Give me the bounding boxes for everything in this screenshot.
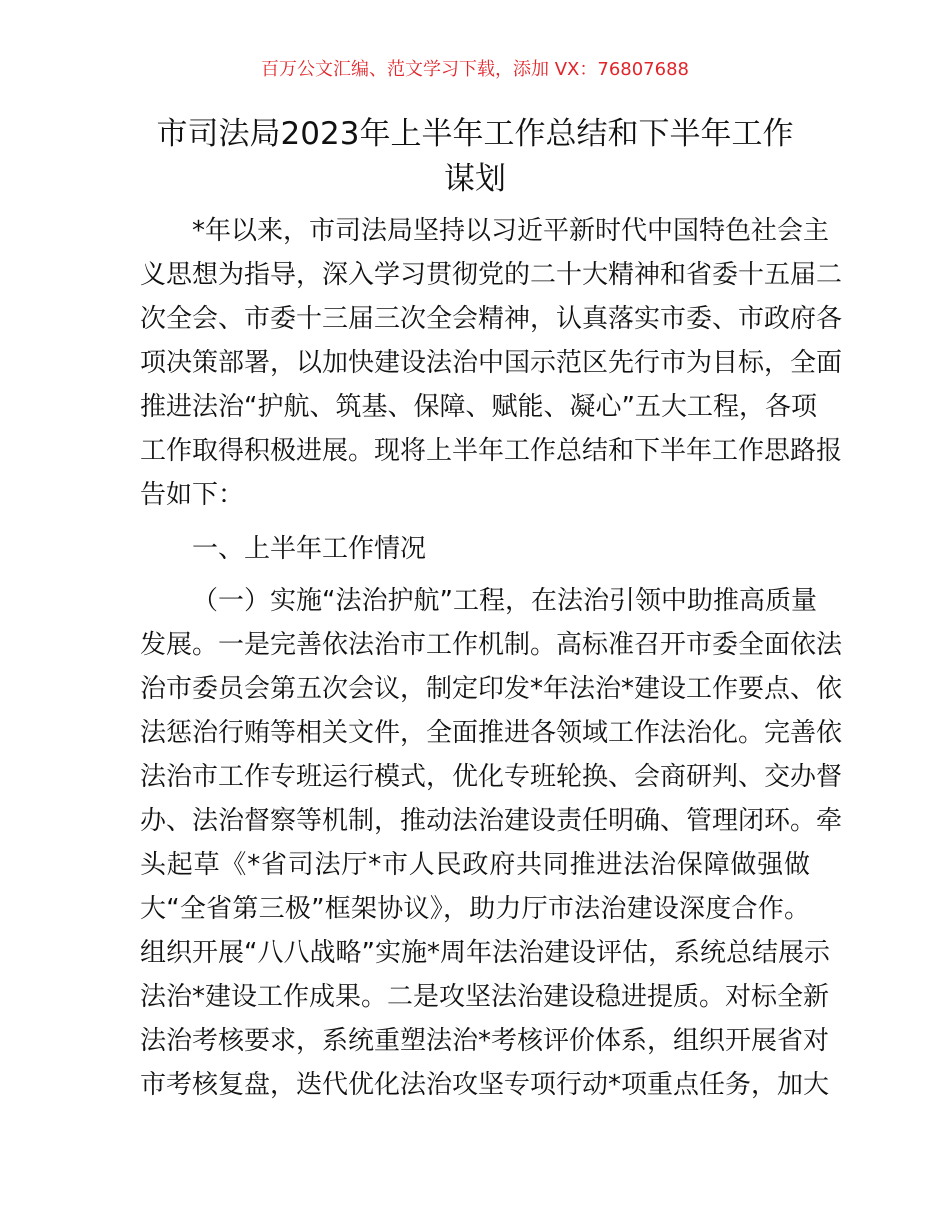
text-line: 办、法治督察等机制，推动法治建设责任明确、管理闭环。牵 (140, 806, 843, 836)
document-title-line-2: 谋划 (444, 161, 506, 197)
watermark-header: 百万公文汇编、范文学习下载，添加 VX：76807688 (261, 59, 689, 80)
text-line: 组织开展“八八战略”实施*周年法治建设评估，系统总结展示 (140, 938, 830, 968)
text-line: 法治市工作专班运行模式，优化专班轮换、会商研判、交办督 (140, 762, 843, 792)
text-line: 法治考核要求，系统重塑法治*考核评价体系，组织开展省对 (140, 1026, 830, 1056)
text-line: 推进法治“护航、筑基、保障、赋能、凝心”五大工程，各项 (140, 392, 817, 422)
text-line: 法惩治行贿等相关文件，全面推进各领域工作法治化。完善依 (140, 718, 843, 748)
text-line: （一）实施“法治护航”工程，在法治引领中助推高质量 (192, 586, 817, 616)
text-line: 治市委员会第五次会议，制定印发*年法治*建设工作要点、依 (140, 674, 843, 704)
document-title-line-1: 市司法局2023年上半年工作总结和下半年工作 (156, 116, 794, 152)
text-line: 头起草《*省司法厅*市人民政府共同推进法治保障做强做 (140, 850, 810, 880)
text-line: 法治*建设工作成果。二是攻坚法治建设稳进提质。对标全新 (140, 982, 830, 1012)
text-line: *年以来，市司法局坚持以习近平新时代中国特色社会主 (192, 216, 830, 246)
text-line: 义思想为指导，深入学习贯彻党的二十大精神和省委十五届二 (140, 260, 843, 290)
text-line: 项决策部署，以加快建设法治中国示范区先行市为目标，全面 (140, 348, 843, 378)
text-line: 发展。一是完善依法治市工作机制。高标准召开市委全面依法 (140, 630, 843, 660)
text-line: 工作取得积极进展。现将上半年工作总结和下半年工作思路报 (140, 436, 843, 466)
text-line: 告如下： (140, 480, 245, 510)
section-heading: 一、上半年工作情况 (192, 534, 427, 564)
text-line: 次全会、市委十三届三次全会精神，认真落实市委、市政府各 (140, 304, 843, 334)
text-line: 大“全省第三极”框架协议》，助力厅市法治建设深度合作。 (140, 894, 810, 924)
text-line: 市考核复盘，迭代优化法治攻坚专项行动*项重点任务，加大 (140, 1070, 830, 1100)
